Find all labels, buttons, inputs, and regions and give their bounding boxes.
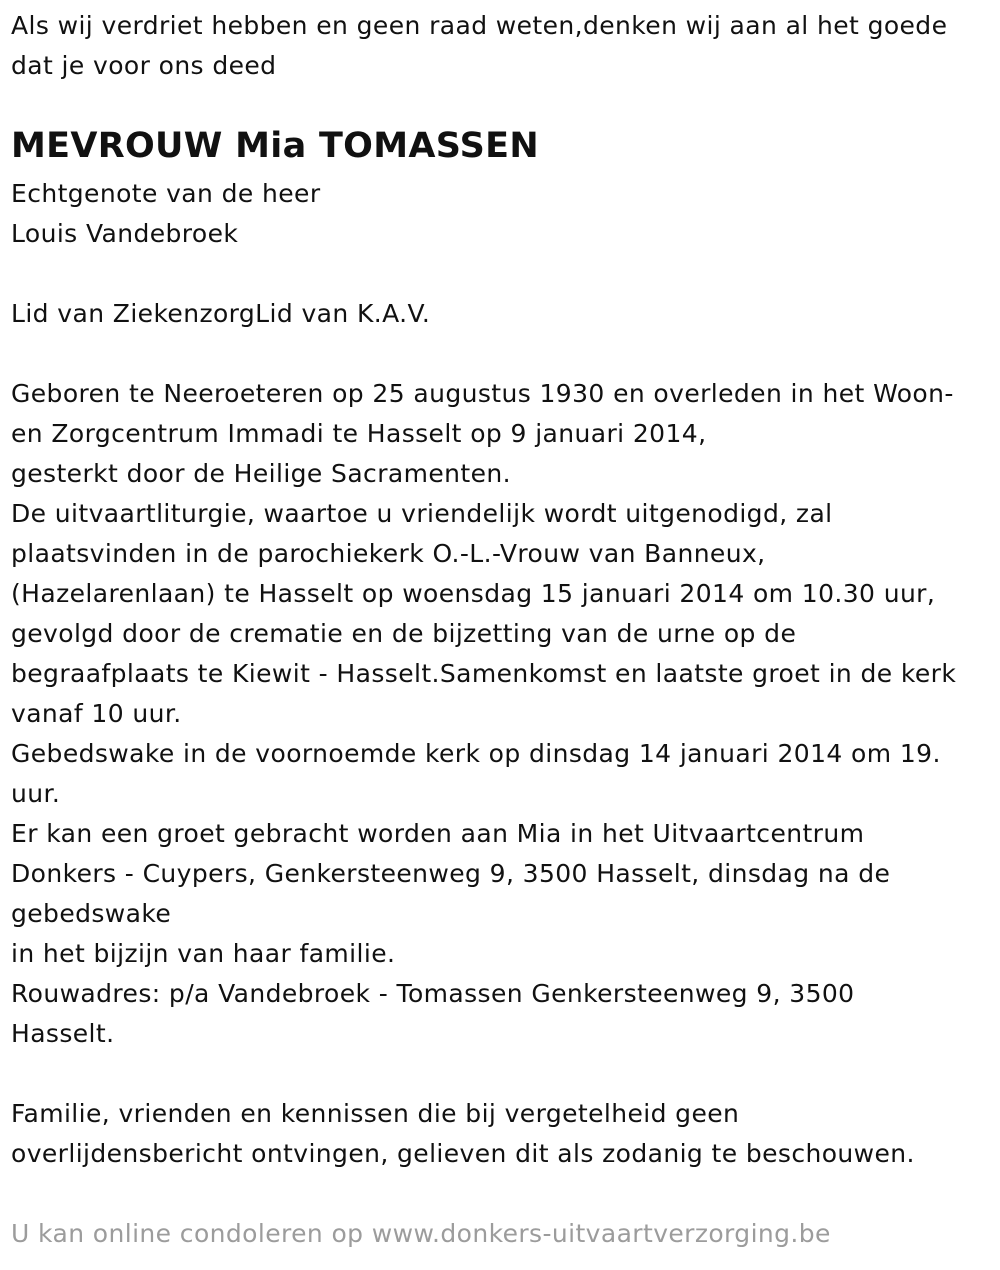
spouse-line-2: Louis Vandebroek — [11, 219, 239, 248]
body-line: Geboren te Neeroeteren op 25 augustus 1930 en overleden in het Woon- — [11, 379, 954, 408]
body-line: Donkers - Cuypers, Genkersteenweg 9, 3500 Hasselt, dinsdag na de — [11, 859, 891, 888]
body-line: gebedswake — [11, 899, 172, 928]
motto-line-2: dat je voor ons deed — [11, 51, 277, 80]
body-line: begraafplaats te Kiewit - Hasselt.Samenkomst en laatste groet in de kerk — [11, 659, 957, 688]
body-line: Gebedswake in de voornoemde kerk op dinsdag 14 januari 2014 om 19. — [11, 739, 941, 768]
body-line: Hasselt. — [11, 1019, 115, 1048]
notice-line-2: overlijdensbericht ontvingen, gelieven dit als zodanig te beschouwen. — [11, 1139, 915, 1168]
body-line: Rouwadres: p/a Vandebroek - Tomassen Genkersteenweg 9, 3500 — [11, 979, 855, 1008]
body-line: gevolgd door de crematie en de bijzetting van de urne op de — [11, 619, 797, 648]
body-line: vanaf 10 uur. — [11, 699, 182, 728]
body-line: uur. — [11, 779, 61, 808]
body-line: (Hazelarenlaan) te Hasselt op woensdag 15 januari 2014 om 10.30 uur, — [11, 579, 936, 608]
body-line: plaatsvinden in de parochiekerk O.-L.-Vrouw van Banneux, — [11, 539, 766, 568]
body-line: in het bijzijn van haar familie. — [11, 939, 396, 968]
body-line: Er kan een groet gebracht worden aan Mia in het Uitvaartcentrum — [11, 819, 865, 848]
condolence-footer: U kan online condoleren op www.donkers-uitvaartverzorging.be — [11, 1219, 831, 1248]
notice-line-1: Familie, vrienden en kennissen die bij vergetelheid geen — [11, 1099, 740, 1128]
body-line: en Zorgcentrum Immadi te Hasselt op 9 januari 2014, — [11, 419, 707, 448]
deceased-name: MEVROUW Mia TOMASSEN — [11, 126, 539, 166]
motto-line-1: Als wij verdriet hebben en geen raad weten,denken wij aan al het goede — [11, 11, 948, 40]
body-line: De uitvaartliturgie, waartoe u vriendelijk wordt uitgenodigd, zal — [11, 499, 833, 528]
membership-line: Lid van ZiekenzorgLid van K.A.V. — [11, 299, 431, 328]
body-line: gesterkt door de Heilige Sacramenten. — [11, 459, 511, 488]
spouse-line-1: Echtgenote van de heer — [11, 179, 321, 208]
